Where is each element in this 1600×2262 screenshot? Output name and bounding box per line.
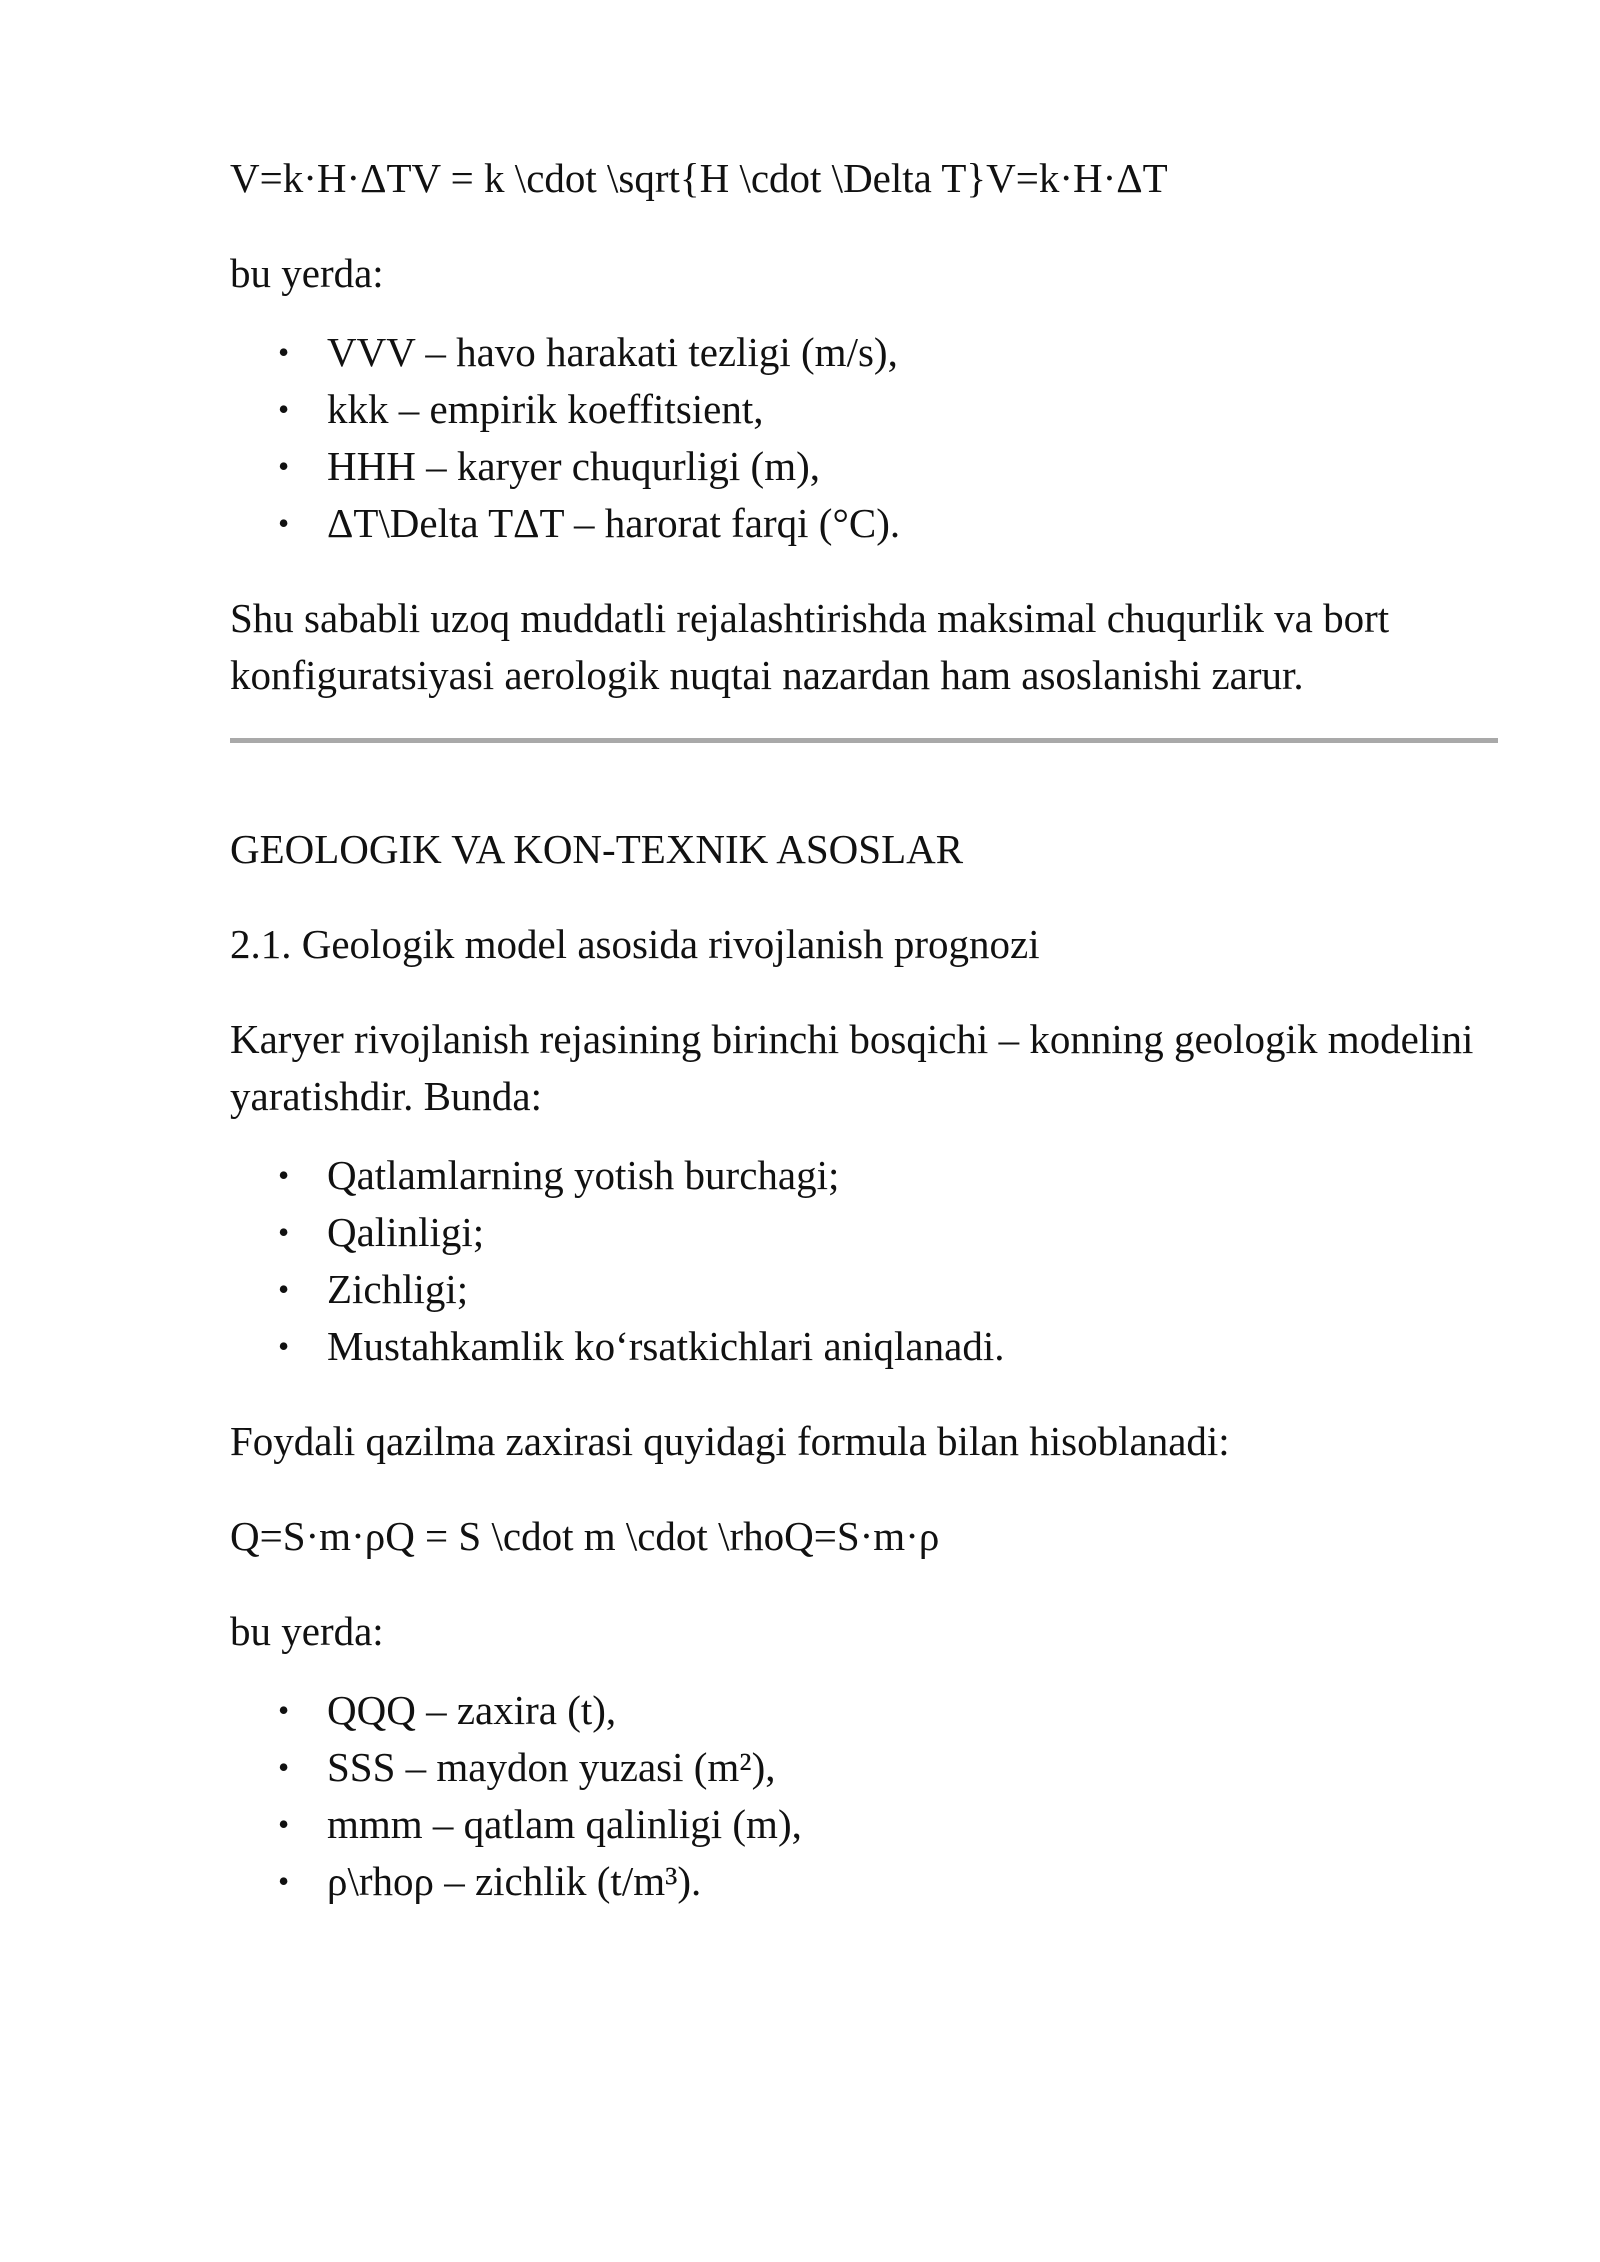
list-item: • HHH – karyer chuqurligi (m), <box>230 438 1500 495</box>
list-item: • kkk – empirik koeffitsient, <box>230 381 1500 438</box>
variable-list-2 <box>230 1682 1500 1910</box>
bullet-icon: • <box>278 334 290 370</box>
bullet-icon: • <box>278 448 290 484</box>
list-item: • SSS – maydon yuzasi (m²), <box>230 1739 1500 1796</box>
list-item: • Qalinligi; <box>230 1204 1500 1261</box>
list-item: • ΔT\Delta TΔT – harorat farqi (°C). <box>230 495 1500 552</box>
where-label-1: bu yerda: <box>230 250 384 296</box>
subsection-heading: 2.1. Geologik model asosida rivojlanish prognozi <box>230 921 1040 967</box>
bullet-icon: • <box>278 1271 290 1307</box>
formula-velocity: V=k·H·ΔTV = k \cdot \sqrt{H \cdot \Delta T}V=k·H·ΔT <box>230 155 1168 201</box>
list-item: • Qatlamlarning yotish burchagi; <box>230 1147 1500 1204</box>
horizontal-divider <box>230 738 1498 743</box>
paragraph-reserve: Foydali qazilma zaxirasi quyidagi formula bilan hisoblanadi: <box>230 1418 1230 1464</box>
list-item: • Mustahkamlik ko‘rsatkichlari aniqlanadi. <box>230 1318 1500 1375</box>
bullet-icon: • <box>278 1749 290 1785</box>
bullet-icon: • <box>278 1806 290 1842</box>
list-item: • VVV – havo harakati tezligi (m/s), <box>230 324 1500 381</box>
where-label-2: bu yerda: <box>230 1608 384 1654</box>
bullet-icon: • <box>278 505 290 541</box>
formula-reserve: Q=S·m·ρQ = S \cdot m \cdot \rhoQ=S·m·ρ <box>230 1513 940 1559</box>
bullet-icon: • <box>278 1157 290 1193</box>
variable-list-1 <box>230 324 1500 552</box>
list-item: • Zichligi; <box>230 1261 1500 1318</box>
list-item: • ρ\rhoρ – zichlik (t/m³). <box>230 1853 1500 1910</box>
bullet-icon: • <box>278 1692 290 1728</box>
bullet-icon: • <box>278 1328 290 1364</box>
list-item: • mmm – qatlam qalinligi (m), <box>230 1796 1500 1853</box>
paragraph-geologic-model: Karyer rivojlanish rejasining birinchi bosqichi – konning geologik modelini yaratishdir. Bunda: <box>230 1016 1474 1119</box>
bullet-icon: • <box>278 391 290 427</box>
section-heading: GEOLOGIK VA KON-TEXNIK ASOSLAR <box>230 826 964 872</box>
paragraph-planning: Shu sababli uzoq muddatli rejalashtirishda maksimal chuqurlik va bort konfiguratsiyasi aerologik nuqtai nazardan ham asoslanishi zarur. <box>230 595 1390 698</box>
bullet-icon: • <box>278 1214 290 1250</box>
bullet-icon: • <box>278 1863 290 1899</box>
list-item: • QQQ – zaxira (t), <box>230 1682 1500 1739</box>
parameter-list <box>230 1147 1500 1375</box>
document-page <box>230 150 1500 1910</box>
